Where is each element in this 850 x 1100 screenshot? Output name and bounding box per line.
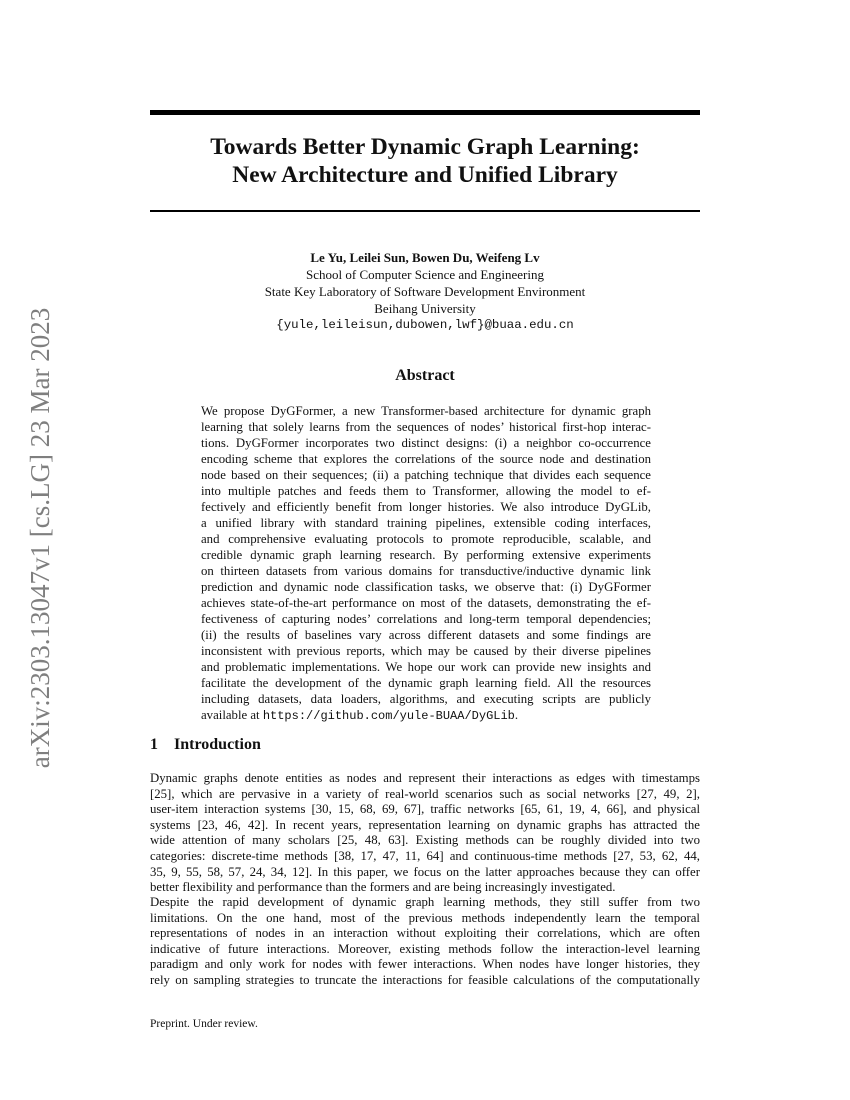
title-bottom-rule xyxy=(150,210,700,212)
abstract-line: into multiple patches and feeds them to Transformer, allowing the model to ef- xyxy=(201,484,651,498)
abstract-line: We propose DyGFormer, a new Transformer-based architecture for dynamic graph xyxy=(201,404,651,418)
paragraph-line: categories: discrete-time methods [38, 17, 47, 11, 64] and continuous-time methods [27, 53, 62, 44, xyxy=(150,848,700,863)
author-block xyxy=(150,249,700,334)
paragraph-line: indicative of future interactions. Moreover, existing methods follow the interaction-level learning xyxy=(150,941,700,956)
abstract-line: learning that solely learns from the sequences of nodes’ historical first-hop interac- xyxy=(201,420,651,434)
paragraph-line: representations of nodes in an interaction without exploiting their correlations, which are often xyxy=(150,926,700,941)
abstract-line: prediction and dynamic node classification tasks, we observe that: (i) DyGFormer xyxy=(201,580,651,594)
abstract-url-suffix: . xyxy=(514,708,519,722)
abstract-line: fectively and efficiently benefit from longer histories. We also introduce DyGLib, xyxy=(201,500,651,514)
abstract-line: credible dynamic graph learning research. By performing extensive experiments xyxy=(201,548,651,562)
section-heading xyxy=(150,735,700,755)
paragraph-line: wide attention of many scholars [25, 48, 63]. Existing methods can be roughly divided into two xyxy=(150,833,700,848)
abstract-body xyxy=(201,403,651,724)
abstract-line: node based on their sequences; (ii) a patching technique that divides each sequence xyxy=(201,468,651,482)
title-line: Towards Better Dynamic Graph Learning: xyxy=(210,134,640,160)
repository-link[interactable]: https://github.com/yule-BUAA/DyGLib xyxy=(262,709,515,723)
abstract-line: tions. DyGFormer incorporates two distinct designs: (i) a neighbor co-occurrence xyxy=(201,436,651,450)
page-footer: Preprint. Under review. xyxy=(150,1018,258,1030)
affiliation-line: School of Computer Science and Engineering xyxy=(306,267,544,282)
abstract-line: achieves state-of-the-art performance on most of the datasets, demonstrating the ef- xyxy=(201,596,651,610)
abstract-line: facilitate the development of the dynamic graph learning field. All the resources xyxy=(201,676,651,690)
paragraph-line: Dynamic graphs denote entities as nodes and represent their interactions as edges with timestamps xyxy=(150,771,700,785)
abstract-line xyxy=(201,707,651,724)
arxiv-identifier: arXiv:2303.13047v1 [cs.LG] 23 Mar 2023 xyxy=(25,307,55,769)
affiliation-line: Beihang University xyxy=(374,301,476,316)
section-number: 1 xyxy=(150,736,158,753)
author-names: Le Yu, Leilei Sun, Bowen Du, Weifeng Lv xyxy=(310,250,540,265)
abstract-line: a unified library with standard training pipelines, extensible coding interfaces, xyxy=(201,516,651,530)
paragraph-line: rely on sampling strategies to truncate the interactions for feasible calculations of the computationally xyxy=(150,972,700,987)
paragraph-line: [25], which are pervasive in a variety of real-world scenarios such as social networks [27, 49, 2], xyxy=(150,786,700,801)
paragraph-line: limitations. On the one hand, most of the previous methods independently learn the temporal xyxy=(150,910,700,925)
paper-title xyxy=(150,133,700,189)
abstract-line: inconsistent with previous reports, which may be caused by their diverse pipelines xyxy=(201,644,651,658)
intro-paragraph xyxy=(150,895,700,989)
paragraph-line: paradigm and only work for nodes with fewer interactions. When nodes have longer histories, they xyxy=(150,957,700,972)
abstract-line: on thirteen datasets from various domains for transductive/inductive dynamic link xyxy=(201,564,651,578)
section-title: Introduction xyxy=(174,736,261,753)
title-line: New Architecture and Unified Library xyxy=(232,162,618,188)
paragraph-line: user-item interaction systems [30, 15, 68, 69, 67], traffic networks [65, 61, 19, 4, 66], and physical xyxy=(150,802,700,817)
abstract-heading: Abstract xyxy=(395,367,455,384)
title-top-rule xyxy=(150,110,700,115)
affiliation-line: State Key Laboratory of Software Development Environment xyxy=(264,284,586,299)
paragraph-line: systems [23, 46, 42]. In recent years, representation learning on dynamic graphs has attracted the xyxy=(150,817,700,832)
paragraph-line: better flexibility and performance than the formers and are being increasingly investigated. xyxy=(150,880,616,895)
abstract-line: encoding scheme that explores the correlations of the source node and destination xyxy=(201,452,651,466)
abstract-url-prefix: available at xyxy=(201,708,263,722)
intro-paragraph xyxy=(150,771,700,896)
abstract-line: including datasets, data loaders, algorithms, and executing scripts are publicly xyxy=(201,692,651,706)
paragraph-line: Despite the rapid development of dynamic graph learning methods, they still suffer from two xyxy=(150,895,700,909)
abstract-line: fectiveness of capturing nodes’ correlations and long-term temporal dependencies; xyxy=(201,612,651,626)
author-email: {yule,leileisun,dubowen,lwf}@buaa.edu.cn xyxy=(276,318,574,332)
abstract-line: and problematic implementations. We hope our work can provide new insights and xyxy=(201,660,651,674)
abstract-line: (ii) the results of baselines vary across different datasets and some findings are xyxy=(201,628,651,642)
abstract-line: and comprehensive evaluating protocols to promote reproducible, scalable, and xyxy=(201,532,651,546)
paragraph-line: 35, 9, 55, 58, 57, 24, 34, 12]. In this paper, we focus on the latter approaches because they can offer xyxy=(150,864,700,879)
